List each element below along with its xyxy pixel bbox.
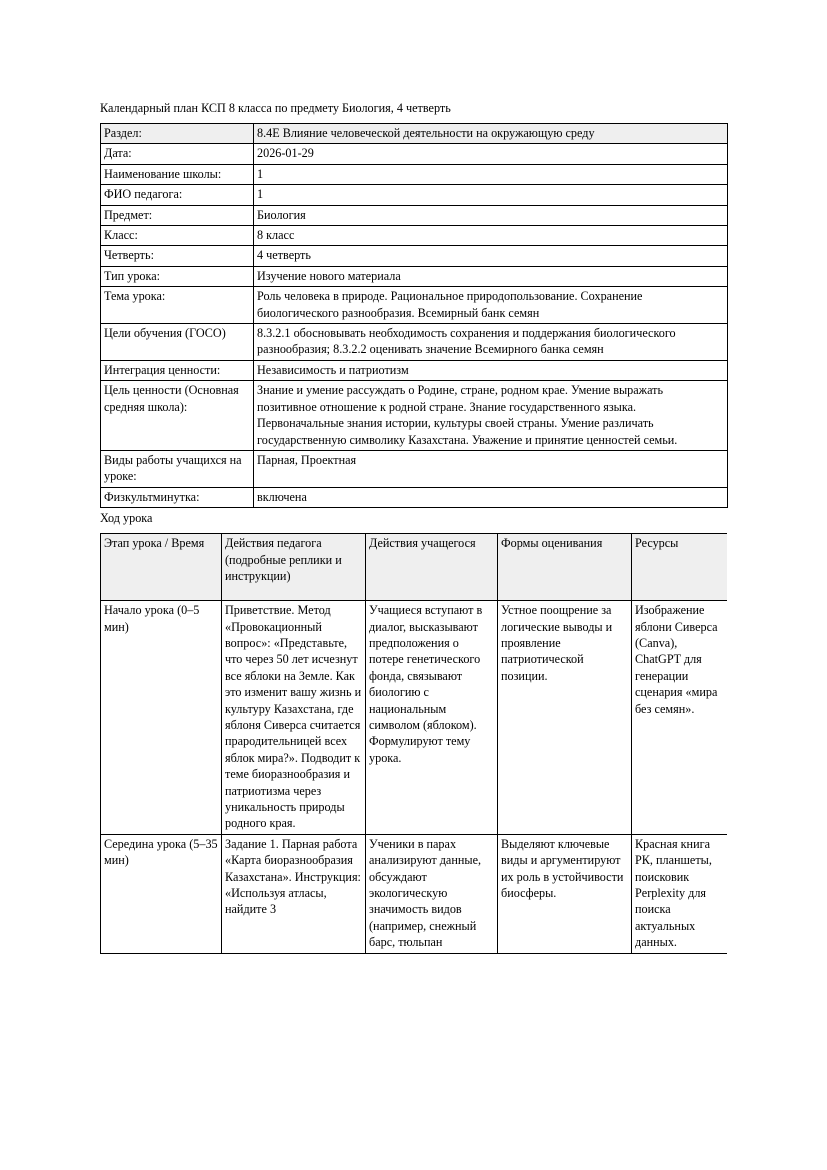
info-row-label: Раздел: xyxy=(101,124,254,144)
info-row-value: Знание и умение рассуждать о Родине, стране, родном крае. Умение выражать позитивное отношение к родной стране. Знание государственного языка. Первоначальные знания истории, культуры своей страны. Умение различать государственную символику Казахстана. Уважение и принятие ценностей семьи. xyxy=(254,381,728,451)
info-row xyxy=(101,360,728,380)
flow-teacher-cell: Задание 1. Парная работа «Карта биоразнообразия Казахстана». Инструкция: «Используя атласы, найдите 3 xyxy=(222,834,366,953)
info-row-label: Цели обучения (ГОСО) xyxy=(101,324,254,361)
flow-header-cell: Действия учащегося xyxy=(366,534,498,601)
info-row xyxy=(101,144,728,164)
info-row-value: Роль человека в природе. Рациональное природопользование. Сохранение биологического разнообразия. Всемирный банк семян xyxy=(254,287,728,324)
info-row-value: Парная, Проектная xyxy=(254,450,728,487)
info-row xyxy=(101,324,728,361)
info-row-label: ФИО педагога: xyxy=(101,185,254,205)
lesson-flow-table-body xyxy=(101,601,728,954)
page-title: Календарный план КСП 8 класса по предмету Биология, 4 четверть xyxy=(100,101,451,115)
lesson-info-table xyxy=(100,123,728,508)
flow-header-cell: Ресурсы xyxy=(632,534,728,601)
info-row-label: Дата: xyxy=(101,144,254,164)
flow-header-cell: Действия педагога (подробные реплики и инструкции) xyxy=(222,534,366,601)
info-row xyxy=(101,185,728,205)
info-row-label: Тип урока: xyxy=(101,266,254,286)
info-row-value: 8.4E Влияние человеческой деятельности на окружающую среду xyxy=(254,124,728,144)
info-row xyxy=(101,246,728,266)
info-row-label: Виды работы учащихся на уроке: xyxy=(101,450,254,487)
info-row xyxy=(101,287,728,324)
flow-student-cell: Учащиеся вступают в диалог, высказывают предположения о потере генетического фонда, связывают биологию с национальным символом (яблоком). Формулируют тему урока. xyxy=(366,601,498,835)
info-row xyxy=(101,487,728,507)
flow-header-cell: Этап урока / Время xyxy=(101,534,222,601)
info-row xyxy=(101,124,728,144)
info-row-label: Четверть: xyxy=(101,246,254,266)
info-row xyxy=(101,266,728,286)
info-row-value: 2026-01-29 xyxy=(254,144,728,164)
flow-header-cell: Формы оценивания xyxy=(498,534,632,601)
info-row xyxy=(101,164,728,184)
flow-teacher-cell: Приветствие. Метод «Провокационный вопрос»: «Представьте, что через 50 лет исчезнут все яблоки на Земле. Как это изменит вашу жизнь и культуру Казахстана, где яблоня Сиверса считается прародительницей всех яблок мира?». Подводит к теме биоразнообразия и патриотизма через уникальность природы родного края. xyxy=(222,601,366,835)
lesson-flow-table xyxy=(100,533,727,954)
lesson-info-table-body xyxy=(101,124,728,508)
info-row-value: 1 xyxy=(254,164,728,184)
info-row-value: 1 xyxy=(254,185,728,205)
flow-student-cell: Ученики в парах анализируют данные, обсуждают экологическую значимость видов (например, снежный барс, тюльпан xyxy=(366,834,498,953)
info-row-label: Наименование школы: xyxy=(101,164,254,184)
info-row-value: Биология xyxy=(254,205,728,225)
info-row xyxy=(101,205,728,225)
flow-row xyxy=(101,834,728,953)
info-row-value: 4 четверть xyxy=(254,246,728,266)
info-row-value: Изучение нового материала xyxy=(254,266,728,286)
info-row xyxy=(101,381,728,451)
info-row-value: включена xyxy=(254,487,728,507)
flow-assessment-cell: Выделяют ключевые виды и аргументируют их роль в устойчивости биосферы. xyxy=(498,834,632,953)
flow-header-row xyxy=(101,534,728,601)
info-row xyxy=(101,226,728,246)
lesson-flow-table-wrapper xyxy=(100,533,727,954)
flow-stage-cell: Начало урока (0–5 мин) xyxy=(101,601,222,835)
flow-assessment-cell: Устное поощрение за логические выводы и проявление патриотической позиции. xyxy=(498,601,632,835)
flow-stage-cell: Середина урока (5–35 мин) xyxy=(101,834,222,953)
info-row xyxy=(101,450,728,487)
flow-resources-cell: Красная книга РК, планшеты, поисковик Perplexity для поиска актуальных данных. xyxy=(632,834,728,953)
info-row-label: Предмет: xyxy=(101,205,254,225)
lesson-flow-heading: Ход урока xyxy=(100,511,153,526)
info-row-value: 8.3.2.1 обосновывать необходимость сохранения и поддержания биологического разнообразия; 8.3.2.2 оценивать значение Всемирного банка семян xyxy=(254,324,728,361)
info-row-value: Независимость и патриотизм xyxy=(254,360,728,380)
info-row-label: Физкультминутка: xyxy=(101,487,254,507)
lesson-flow-table-head xyxy=(101,534,728,601)
info-row-label: Класс: xyxy=(101,226,254,246)
info-row-label: Интеграция ценности: xyxy=(101,360,254,380)
info-row-label: Тема урока: xyxy=(101,287,254,324)
info-row-value: 8 класс xyxy=(254,226,728,246)
flow-row xyxy=(101,601,728,835)
flow-resources-cell: Изображение яблони Сиверса (Canva), ChatGPT для генерации сценария «мира без семян». xyxy=(632,601,728,835)
info-row-label: Цель ценности (Основная средняя школа): xyxy=(101,381,254,451)
